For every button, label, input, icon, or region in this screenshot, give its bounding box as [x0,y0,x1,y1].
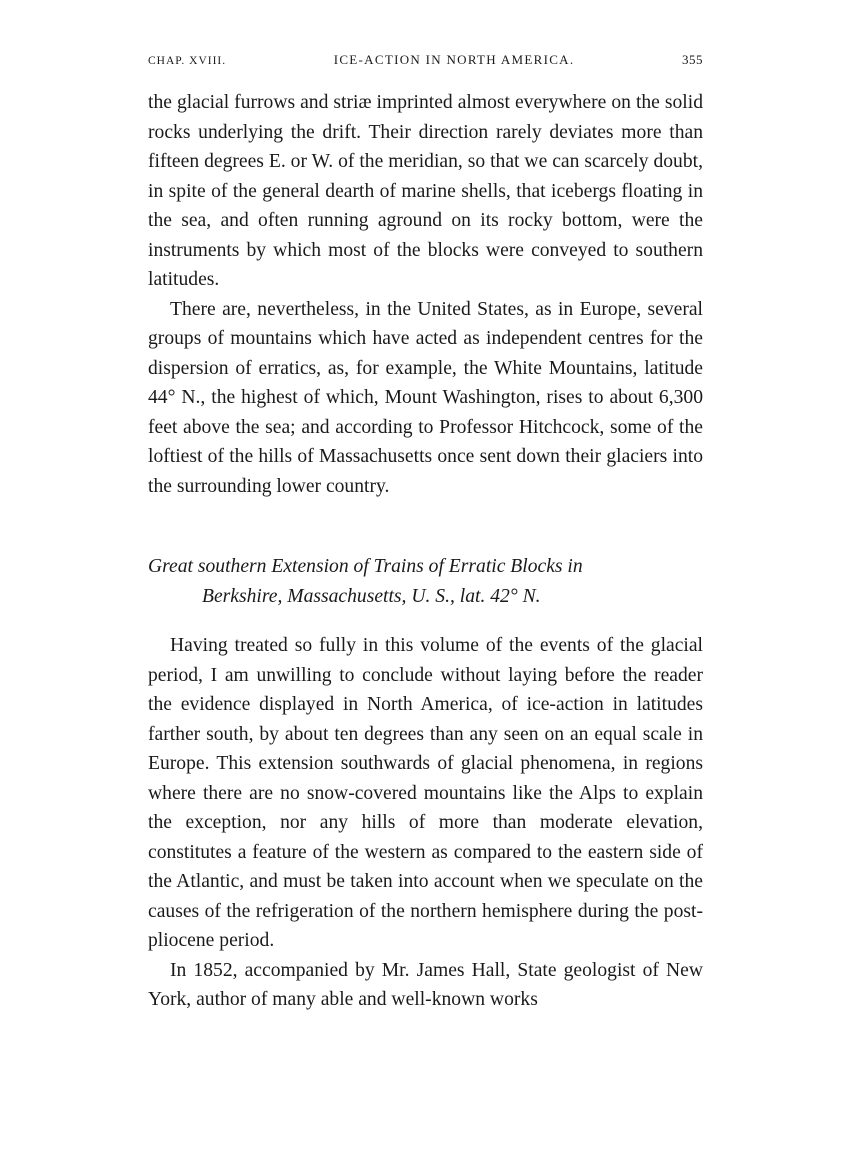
chapter-label: CHAP. XVIII. [148,55,227,67]
book-page [148,52,703,1015]
paragraph-white-mountains: There are, nevertheless, in the United States, as in Europe, several groups of mountains which have acted as independent centres for the dispersion of erratics, as, for example, the White Mountains, latitude 44° N., the highest of which, Mount Washington, rises to about 6,300 feet above the sea; and according to Professor Hitchcock, some of the loftiest of the hills of Massachusetts once sent down their glaciers into the surrounding lower country. [148,298,703,497]
paragraph-continued: the glacial furrows and striæ imprinted almost everywhere on the solid rocks underlying the drift. Their direction rarely deviates more than fifteen degrees E. or W. of the meridian, so that we can scarcely doubt, in spite of the general dearth of marine shells, that icebergs floating in the sea, and often running aground on its rocky bottom, were the instruments by which most of the blocks were conveyed to southern latitudes. [148,92,703,290]
paragraph-glacial-period: Having treated so fully in this volume of the events of the glacial period, I am unwilling to conclude without laying before the reader the evidence displayed in North America, of ice-action in latitudes farther south, by about ten degrees than any seen on an equal scale in Europe. This extension southwards of glacial phenomena, in regions where there are no snow-covered mountains like the Alps to explain the exception, nor any hills of more than moderate elevation, constitutes a feature of the western as compared to the eastern side of the Atlantic, and must be taken into account when we speculate on the causes of the refrigeration of the northern hemisphere during the post-pliocene period. [148,635,703,951]
paragraph-1852: In 1852, accompanied by Mr. James Hall, State geologist of New York, author of many able and well-known works [148,959,703,1010]
section-heading [148,552,703,611]
running-title: ICE-ACTION IN NORTH AMERICA. [333,52,575,67]
section-heading-line2: Berkshire, Massachusetts, U. S., lat. 42° N. [202,585,541,607]
section-heading-line1: Great southern Extension of Trains of Erratic Blocks in [148,556,583,577]
page-number: 355 [682,52,703,67]
running-header [148,52,703,72]
